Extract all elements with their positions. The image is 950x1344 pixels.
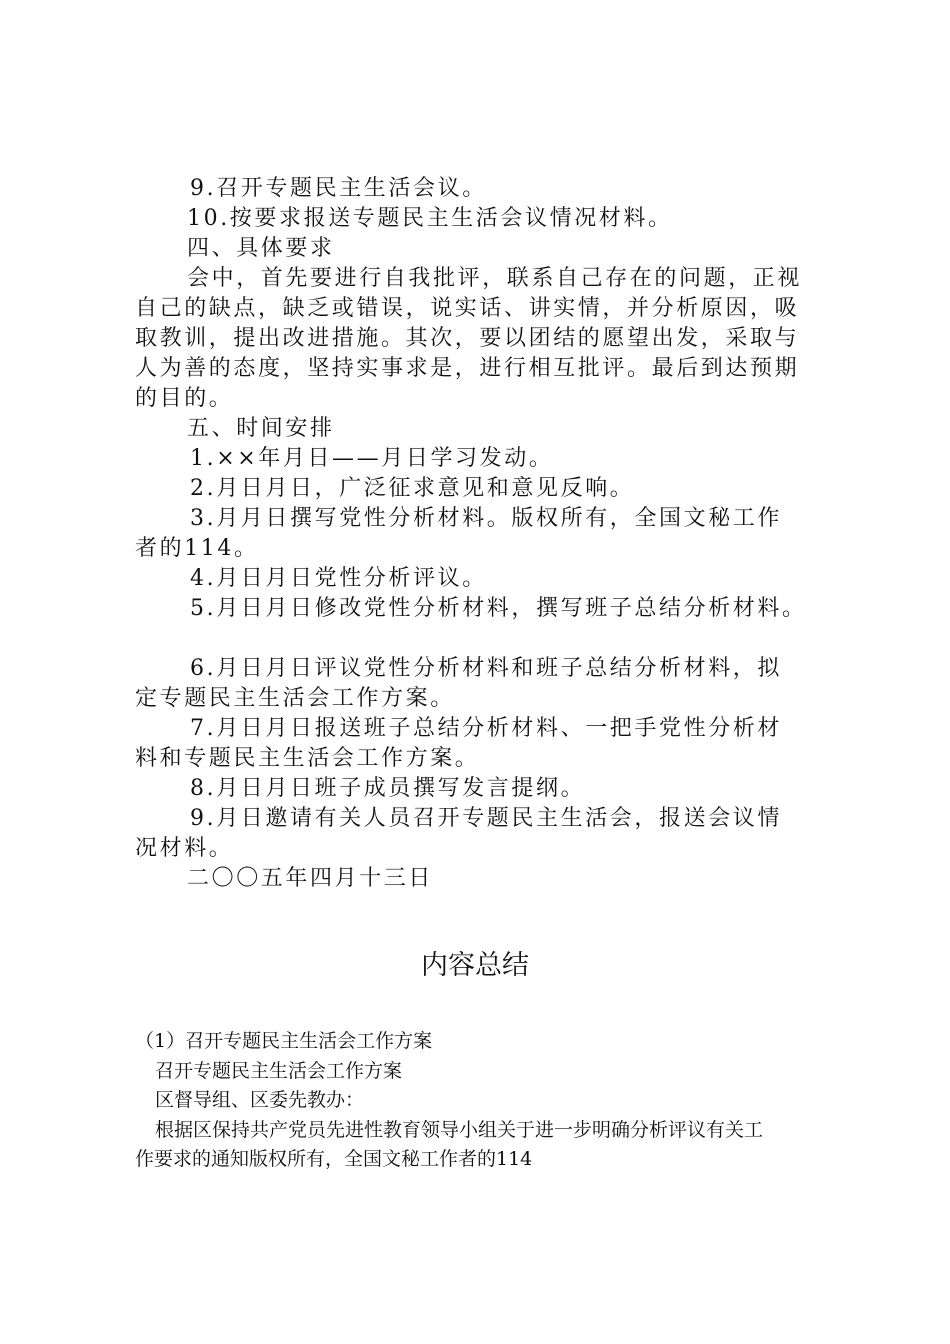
paragraph-line: 的目的。 bbox=[135, 386, 234, 411]
paragraph-line: 会中，首先要进行自我批评，联系自己存在的问题，正视 bbox=[187, 266, 803, 291]
paragraph-line: 取教训，提出改进措施。其次，要以团结的愿望出发，采取与 bbox=[135, 326, 800, 351]
list-item: 6.月日月日评议党性分析材料和班子总结分析材料，拟 bbox=[190, 656, 782, 681]
list-item: 10.按要求报送专题民主生活会议情况材料。 bbox=[187, 206, 673, 231]
list-item: 4.月日月日党性分析评议。 bbox=[190, 566, 487, 591]
summary-line: （1）召开专题民主生活会工作方案 bbox=[135, 1030, 433, 1052]
list-item-continuation: 者的114。 bbox=[135, 536, 259, 561]
summary-line: 召开专题民主生活会工作方案 bbox=[155, 1059, 403, 1082]
list-item: 2.月日月日，广泛征求意见和意见反响。 bbox=[190, 476, 635, 501]
list-item-continuation: 况材料。 bbox=[135, 836, 234, 861]
list-item: 9.月日邀请有关人员召开专题民主生活会，报送会议情 bbox=[190, 806, 782, 831]
paragraph-line: 人为善的态度，坚持实事求是，进行相互批评。最后到达预期 bbox=[135, 356, 800, 381]
list-item: 5.月日月日修改党性分析材料，撰写班子总结分析材料。 bbox=[190, 596, 807, 621]
list-item: 7.月日月日报送班子总结分析材料、一把手党性分析材 bbox=[190, 716, 782, 741]
list-item: 8.月日月日班子成员撰写发言提纲。 bbox=[190, 776, 586, 801]
summary-line: 区督导组、区委先教办： bbox=[155, 1089, 365, 1111]
main-text-block bbox=[135, 174, 825, 894]
document-date: 二〇〇五年四月十三日 bbox=[187, 866, 434, 891]
paragraph-line: 自己的缺点，缺乏或错误，说实话、讲实情，并分析原因，吸 bbox=[135, 296, 800, 321]
summary-title: 内容总结 bbox=[421, 950, 529, 981]
section-heading: 五、时间安排 bbox=[187, 416, 335, 441]
summary-line: 根据区保持共产党员先进性教育领导小组关于进一步明确分析评议有关工 bbox=[155, 1118, 764, 1141]
summary-block bbox=[135, 1027, 835, 1175]
blank-line bbox=[135, 624, 825, 654]
list-item: 9.召开专题民主生活会议。 bbox=[190, 176, 487, 201]
list-item-continuation: 料和专题民主生活会工作方案。 bbox=[135, 746, 480, 771]
summary-line: 作要求的通知版权所有，全国文秘工作者的114 bbox=[135, 1148, 533, 1170]
list-item: 3.月月日撰写党性分析材料。版权所有，全国文秘工作 bbox=[190, 506, 782, 531]
section-heading: 四、具体要求 bbox=[187, 236, 335, 261]
list-item-continuation: 定专题民主生活会工作方案。 bbox=[135, 686, 455, 711]
list-item: 1.××年月日——月日学习发动。 bbox=[190, 446, 554, 471]
